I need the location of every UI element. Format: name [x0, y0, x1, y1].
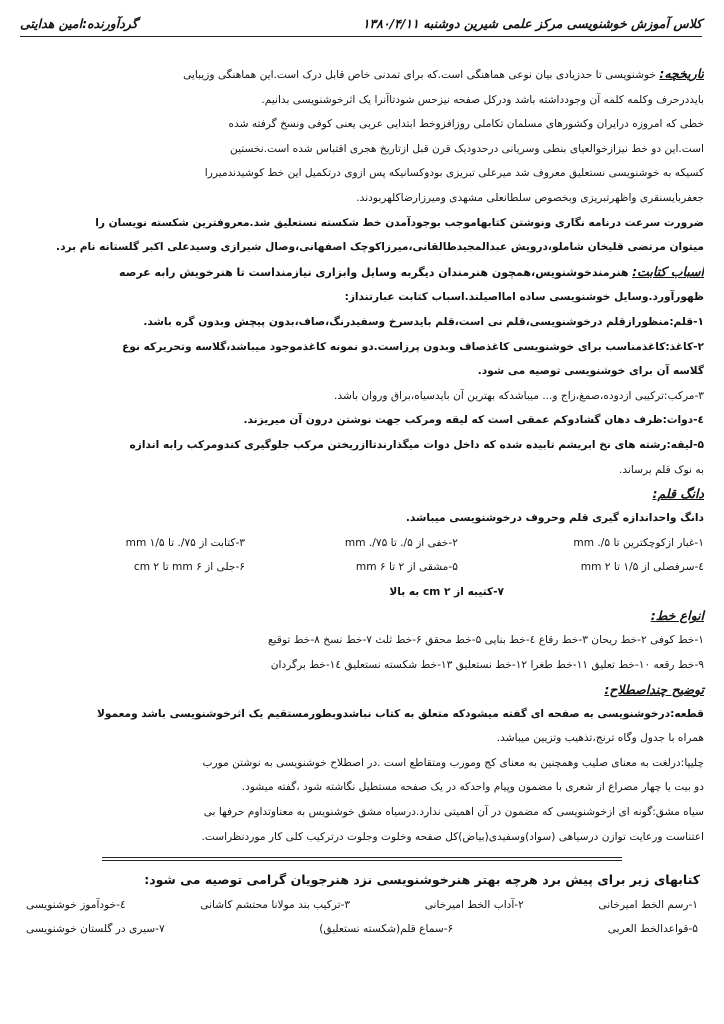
dang-cell: ۱-غبار ازکوچکترین تا ۵/. mm [573, 536, 704, 549]
history-paragraph-line: ضرورت سرعت درنامه نگاری ونوشتن کتابهاموجب بوجودآمدن خط شکسته نستعلیق شد.معروفترین شکسته نویسان را [95, 216, 704, 229]
dang-table [20, 531, 704, 580]
history-paragraph-line: بایددرحرف وکلمه کلمه آن وجودداشته باشد ودرکل صفحه نیزحس شودتاآنرا یک اثرخوشنویسی بدانیم. [261, 93, 704, 106]
tools-item-pen: ۱-قلم:منظورازقلم درخوشنویسی،قلم نی است،قلم بایدسرخ وسفیدرنگ،صاف،بدون پیچش وبدون گره باشد. [143, 315, 704, 328]
history-paragraph-line: خطی که امروزه درایران وکشورهای مسلمان تکاملی روزافزوخط ابتدایی عربی یعنی کوفی ونسخ گرفته شده [228, 118, 704, 131]
dang-cell: ۶-جلی از ۶ mm تا ۲ cm [133, 561, 245, 574]
page-header [20, 16, 702, 37]
dang-cell: ۳-کتابت از ۷۵/. تا ۱/۵ mm [125, 536, 245, 549]
dang-cell: ۲-خفی از ۵/. تا ۷۵/. mm [344, 536, 458, 549]
terms-line: چلیپا:درلغت به معنای صلیب وهمچنین به معنای کج ومورب ومتقاطع است .در اصطلاح خوشنویسی به نوشتن مورب [202, 756, 704, 769]
history-paragraph-line: است.این دو خط نیزازخوالعیای بنطی وسریانی درحدودیک قرن قبل ازتاریخ هجری اقتباس شده است.نخستین [230, 142, 704, 155]
dang-cell: ٤-سرفصلی از ۱/۵ تا ۲ mm [580, 561, 704, 574]
tools-item-liqeh: ۵-لیقه:رشته های نخ ابریشم تابیده شده که داخل دوات میگذارندتاازریختن مرکب جلوگیری کندومرکب رابه اندازه [129, 438, 704, 451]
terms-line: سیاه مشق:گونه ای ازخوشنویسی که مضمون در آن اهمیتی ندارد.درسیاه مشق خوشنویس به معناوتداوم حرفها بی [203, 806, 704, 819]
book-item: ۵-قواعدالخط العربی [607, 923, 698, 936]
dang-cell: ۵-مشقی از ۲ تا ۶ mm [355, 561, 458, 574]
book-item: ۲-آداب الخط امیرخانی [424, 899, 524, 912]
tools-heading: اسباب کتابت: [632, 263, 704, 279]
history-paragraph-line: جعفربایسنقری واظهرتبریزی وبخصوص سلطانعلی مشهدی ومیرزارضاکلهربودند. [356, 191, 704, 204]
book-item: ۱-رسم الخط امیرخانی [598, 899, 698, 912]
terms-line: قطعه:درخوشنویسی به صفحه ای گفته میشودکه متعلق به کتاب نباشدوبطورمستقیم یک اثرخوشنویسی باشد ومعمولا [96, 707, 704, 720]
header-class-title: کلاس آموزش خوشنویسی مرکز علمی شیرین دوشنبه ۱۳۸۰/۴/۱۱ [362, 16, 702, 31]
books-row [20, 917, 704, 941]
history-paragraph-line: میتوان مرتضی قلیخان شاملو،درویش عبدالمجیدطالقانی،میرزاکوچک اصفهانی،وصال شیرازی وسیدعلی اکبر گلستانه نام برد. [56, 241, 704, 254]
scripts-list-line: ۹-خط رقعه ۱۰-خط تعلیق ۱۱-خط طغرا ۱۲-خط نستعلیق ۱۳-خط شکسته نستعلیق ۱٤-خط برگردان [270, 659, 704, 672]
book-item: ۳-ترکیب بند مولانا محتشم کاشانی [200, 899, 351, 912]
scripts-list-line: ۱-خط کوفی ۲-خط ریحان ۳-خط رقاع ٤-خط بنایی ۵-خط محقق ۶-خط ثلث ۷-خط نسخ ۸-خط توقیع [268, 634, 704, 647]
terms-line: دو بیت یا چهار مصراع از شعری با مضمون وپیام واحدکه در یک صفحه مستطیل نگاشته شود ،گفته میشود. [241, 781, 704, 794]
book-item: ۶-سماع قلم(شکسته نستعلیق) [319, 923, 454, 936]
book-item: ٤-خودآموز خوشنویسی [26, 899, 126, 912]
tools-paragraph-line: اسباب کتابت: هنرمندخوشنویس،همچون هنرمندان دیگربه وسایل وابزاری نیازمنداست تا هنرخویش رابه عرصه [119, 263, 704, 279]
tools-paragraph-line: ظهورآورد.وسایل خوشنویسی ساده امااصیلند.اسباب کتابت عبارتنداز: [344, 291, 704, 304]
history-paragraph-line: تاریخچه: خوشنویسی تا حدزیادی بیان نوعی هماهنگی است.که برای تمدنی خاص قابل درک است.این هماهنگی وزیبایی [183, 66, 704, 81]
dang-intro: دانگ واحداندازه گیری قلم وحروف درخوشنویسی میباشد. [405, 512, 704, 525]
dang-heading: دانگ قلم: [652, 486, 704, 502]
header-compiler: گردآورنده:امین هدایتی [20, 16, 138, 31]
terms-line: همراه با جدول وگاه ترنج،تذهیب وتزیین میباشد. [496, 732, 704, 745]
table-row [20, 531, 704, 556]
terms-line: اعتناست ورعایت توازن درسیاهی (سواد)وسفیدی(بیاض)کل صفحه وخلوت وجلوت درترکیب کلی کار موردنظراست. [201, 830, 704, 843]
scripts-heading: انواع خط: [650, 608, 704, 624]
books-row [20, 893, 704, 917]
tools-item-paper: ۲-کاغذ:کاغذمناسب برای خوشنویسی کاغذصاف وبدون پرزاست.دو نمونه کاغذموجود میباشد،گلاسه وتحریرکه نوع [122, 340, 704, 353]
tools-item-paper-cont: گلاسه آن برای خوشنویسی توصیه می شود. [477, 365, 704, 378]
terms-heading: توضیح چنداصطلاح: [604, 681, 704, 697]
book-item: ۷-سیری در گلستان خوشنویسی [26, 923, 165, 936]
tools-item-liqeh-cont: به نوک قلم برساند. [618, 463, 704, 476]
dang-last: ۷-کتیبه از ۲ cm به بالا [389, 585, 504, 598]
books-title: کتابهای زیر برای پیش برد هرچه بهتر هنرخوشنویسی نزد هنرجویان گرامی توصیه می شود: [144, 872, 700, 888]
history-heading: تاریخچه: [659, 66, 704, 81]
table-row [20, 555, 704, 580]
tools-item-ink: ۳-مرکب:ترکیبی ازدوده،صمغ،زاج و... میباشدکه بهترین آن بایدسیاه،براق وروان باشد. [334, 389, 704, 402]
history-paragraph-line: کسیکه به خوشنویسی نستعلیق معروف شد میرعلی تبریزی بودوکسانیکه پس ازوی درتکمیل این خط کوشیدندمیررا [204, 167, 704, 180]
document-body [20, 62, 704, 941]
tools-item-inkwell: ٤-دوات:ظرف دهان گشادوکم عمقی است که لیقه ومرکب جهت نوشتن درون آن میریزند. [243, 414, 704, 427]
divider [102, 857, 622, 861]
